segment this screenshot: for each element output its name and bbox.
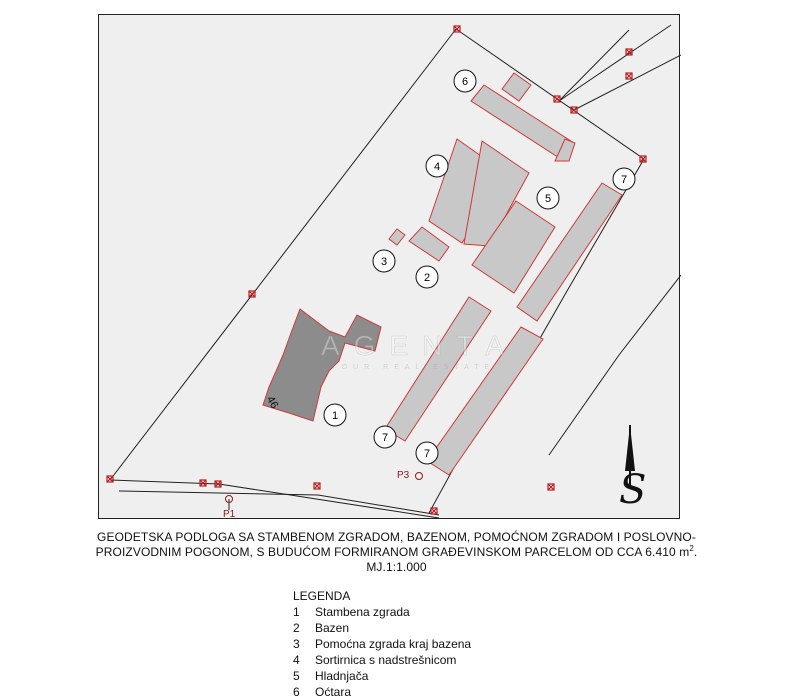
site-plan-map	[99, 15, 681, 520]
marker-2	[416, 266, 438, 288]
marker-7a	[613, 168, 635, 190]
scale-label: MJ.1:1.000	[366, 560, 427, 574]
legend-item: 3 Pomoćna zgrada kraj bazena	[293, 637, 472, 651]
marker-5	[537, 187, 559, 209]
building-6-annex	[502, 73, 531, 101]
legend-item: 5 Hladnjača	[293, 669, 369, 683]
legend-item: 6 Oćtara	[293, 685, 352, 699]
marker-6	[454, 70, 476, 92]
svg-text:4: 4	[433, 161, 441, 173]
legend-item: 2 Bazen	[293, 621, 350, 635]
legend-item: 1 Stambena zgrada	[293, 605, 410, 619]
legend	[293, 588, 471, 700]
north-symbol: S	[619, 467, 647, 513]
svg-text:5: 5	[544, 193, 552, 205]
watermark	[321, 330, 518, 371]
survey-marker	[314, 483, 320, 489]
map-frame	[98, 14, 680, 519]
svg-text:1: 1	[331, 410, 339, 422]
legend-item: 4 Sortirnica s nadstrešnicom	[293, 653, 457, 667]
survey-marker	[571, 107, 577, 113]
survey-marker	[548, 484, 554, 490]
svg-text:6: 6	[461, 76, 469, 88]
svg-text:3: 3	[380, 256, 388, 268]
survey-marker	[554, 96, 560, 102]
north-arrow	[619, 425, 646, 513]
marker-7c	[416, 442, 438, 464]
point-p3-symbol	[416, 473, 423, 480]
parcel-number: 46	[263, 394, 281, 411]
point-label-p1: P1	[223, 509, 236, 520]
svg-text:7: 7	[620, 174, 628, 186]
marker-4	[426, 155, 448, 177]
survey-marker	[249, 291, 255, 297]
marker-1	[324, 404, 346, 426]
caption-line-2: PROIZVODNIM POGONOM, S BUDUĆOM FORMIRANOM GRAĐEVINSKOM PARCELOM OD CCA 6.410 $m^2$.	[95, 544, 698, 559]
survey-marker	[454, 26, 460, 32]
caption-line-1: GEODETSKA PODLOGA SA STAMBENOM ZGRADOM, BAZENOM, POMOĆNOM ZGRADOM I POSLOVNO-	[97, 530, 696, 544]
svg-text:7: 7	[381, 432, 389, 444]
legend-title: LEGENDA	[293, 589, 351, 603]
building-2	[409, 227, 449, 261]
marker-7b	[374, 426, 396, 448]
parcel-boundary	[110, 25, 681, 518]
point-label-p3: P3	[397, 470, 410, 481]
building-3	[389, 229, 405, 245]
watermark-text: AGENTA	[321, 330, 519, 361]
svg-text:7: 7	[423, 448, 431, 460]
svg-text:2: 2	[423, 272, 431, 284]
buildings	[263, 73, 622, 475]
survey-marker	[431, 508, 437, 514]
marker-3	[373, 250, 395, 272]
survey-marker	[107, 476, 113, 482]
watermark-subtext: YOUR REAL ESTATE	[331, 364, 496, 371]
survey-marker	[626, 73, 632, 79]
